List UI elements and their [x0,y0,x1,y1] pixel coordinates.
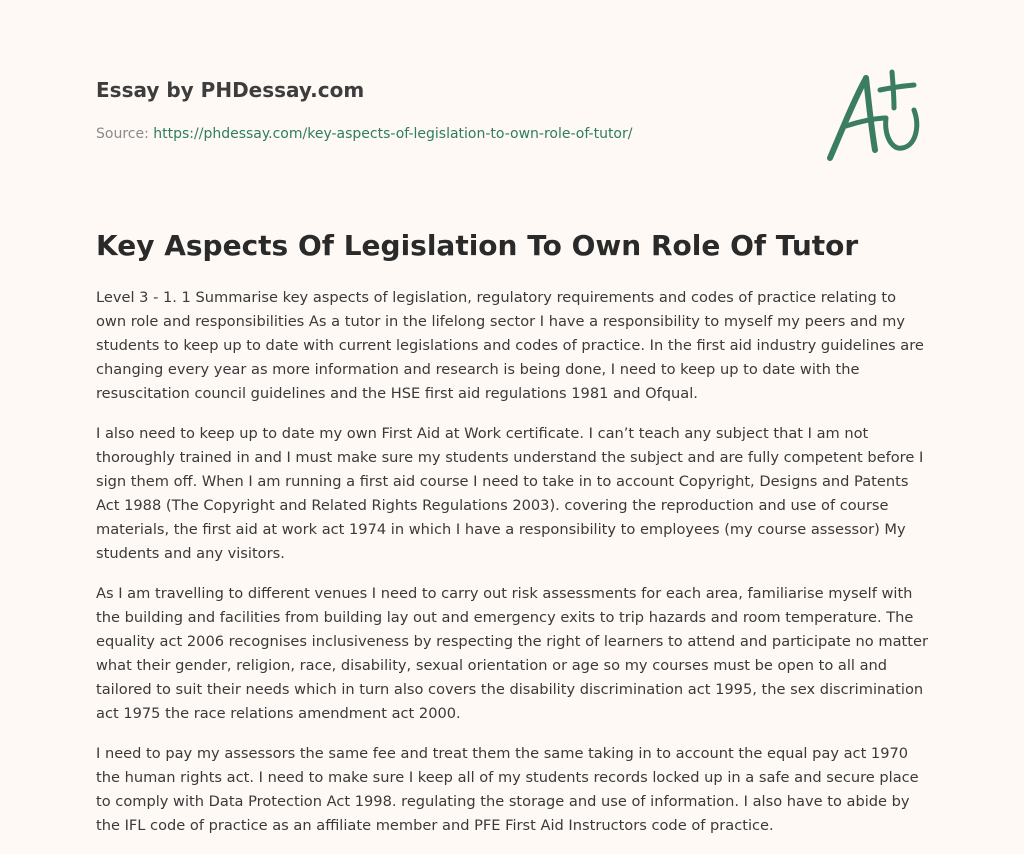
source-link[interactable]: https://phdessay.com/key-aspects-of-legislation-to-own-role-of-tutor/ [153,126,633,142]
paragraph: I need to pay my assessors the same fee and treat them the same taking in to account the equal pay act 1970 the human rights act. I need to make sure I keep all of my students records locked up in a safe and secure place to comply with Data Protection Act 1998. regulating the storage and use of information. I also have to abide by the IFL code of practice as an affiliate member and PFE First Aid Instructors code of practice. [96,745,919,834]
a-plus-logo-icon [822,66,928,166]
site-brand: Essay by PHDessay.com [96,78,365,102]
page-header [96,76,776,144]
source-label: Source: [96,126,149,142]
source-line [96,124,776,144]
essay-body [96,286,930,854]
paragraph: As I am travelling to different venues I need to carry out risk assessments for each area, familiarise myself with the building and facilities from building lay out and emergency exits to trip hazards and room temperature. The equality act 2006 recognises inclusiveness by respecting the right of learners to attend and participate no matter what their gender, religion, race, disability, sexual orientation or age so my courses must be open to all and tailored to suit their needs which in turn also covers the disability discrimination act 1995, the sex discrimination act 1975 the race relations amendment act 2000. [96,585,928,722]
paragraph: I also need to keep up to date my own First Aid at Work certificate. I can’t teach any subject that I am not thoroughly trained in and I must make sure my students understand the subject and are fully competent before I sign them off. When I am running a first aid course I need to take in to account Copyright, Designs and Patents Act 1988 (The Copyright and Related Rights Regulations 2003). covering the reproduction and use of course materials, the first aid at work act 1974 in which I have a responsibility to employees (my course assessor) My students and any visitors. [96,425,924,562]
page-title: Key Aspects Of Legislation To Own Role Of Tutor [96,229,859,262]
paragraph: Level 3 - 1. 1 Summarise key aspects of legislation, regulatory requirements and codes of practice relating to own role and responsibilities As a tutor in the lifelong sector I have a responsibility to myself my peers and my students to keep up to date with current legislations and codes of practice. In the first aid industry guidelines are changing every year as more information and research is being done, I need to keep up to date with the resuscitation council guidelines and the HSE first aid regulations 1981 and Ofqual. [96,289,924,402]
